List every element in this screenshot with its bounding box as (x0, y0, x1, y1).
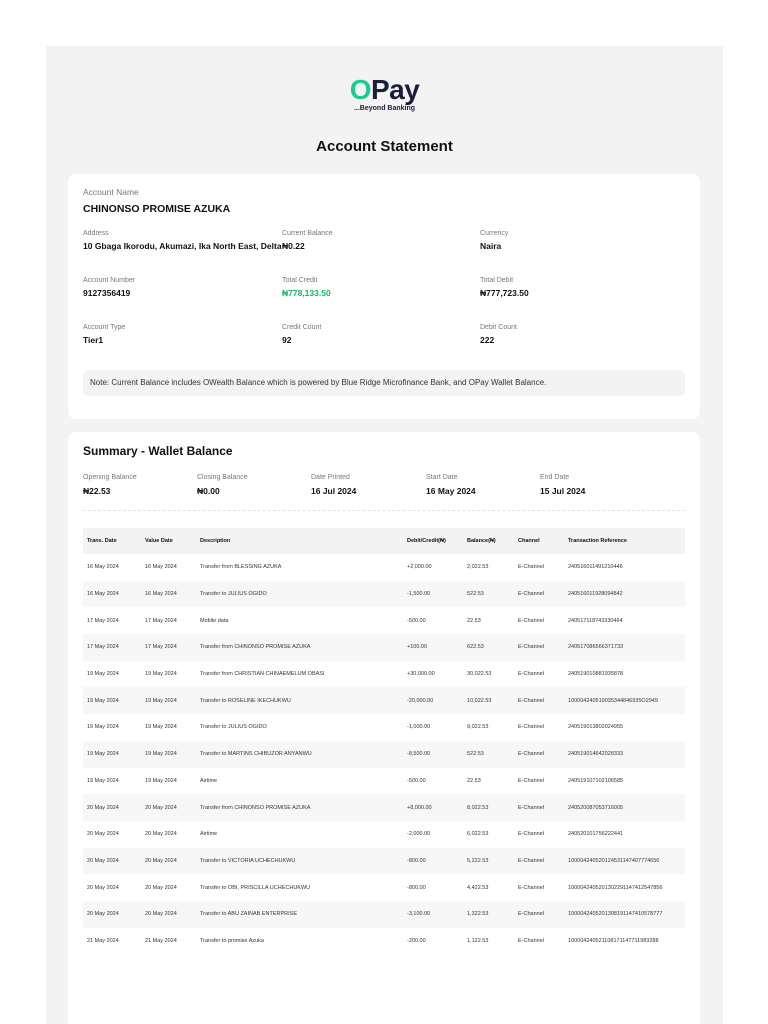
cell-amount: -20,000.00 (403, 687, 463, 714)
cell-trans-date: 19 May 2024 (87, 724, 119, 731)
cell-reference: 240519107102106585 (568, 777, 624, 784)
cell-reference: 240517118743330464 (568, 617, 623, 624)
cell-balance: 8,022.53 (463, 794, 514, 821)
cell-channel: E-Channel (514, 848, 564, 875)
col-reference: Transaction Reference (564, 528, 685, 554)
table-row (83, 928, 685, 955)
cell-trans-date: 20 May 2024 (87, 884, 119, 891)
total-credit-label: Total Credit (282, 277, 318, 284)
cell-balance: 30,022.53 (467, 671, 492, 678)
cell-value-date: 19 May 2024 (145, 671, 177, 678)
cell-balance: 22.53 (467, 617, 481, 624)
cell-balance: 2,022.53 (467, 564, 489, 571)
cell-value-date: 20 May 2024 (141, 848, 196, 875)
cell-reference: 240520087053716005 (564, 794, 685, 821)
current-balance-label: Current Balance (282, 230, 333, 237)
table-header-row (83, 528, 685, 554)
cell-channel: E-Channel (518, 671, 544, 678)
cell-channel: E-Channel (514, 634, 564, 661)
cell-trans-date: 19 May 2024 (87, 671, 119, 678)
cell-trans-date: 21 May 2024 (87, 937, 119, 944)
cell-channel: E-Channel (514, 794, 564, 821)
total-credit-value: ₦778,133.50 (282, 288, 331, 298)
cell-reference: 100004240521108171147711983288 (568, 937, 659, 944)
col-description: Description (196, 528, 403, 554)
cell-reference: 240519013802024955 (568, 724, 624, 731)
cell-description: Transfer to MARTINS CHIBUZOR ANYANWU (196, 741, 403, 768)
statement-page (46, 46, 723, 1024)
table-row (83, 901, 685, 928)
cell-trans-date: 19 May 2024 (87, 777, 119, 784)
table-row (83, 874, 685, 901)
end-date-value: 15 Jul 2024 (540, 486, 586, 496)
debit-count-label: Debit Count (480, 324, 517, 331)
cell-channel: E-Channel (518, 617, 544, 624)
cell-balance: 522.53 (463, 741, 514, 768)
cell-description: Transfer from CHINONSO PROMISE AZUKA (196, 634, 403, 661)
cell-value-date: 19 May 2024 (141, 687, 196, 714)
account-type-label: Account Type (83, 324, 126, 331)
credit-count-value: 92 (282, 335, 292, 345)
cell-balance: 6,022.53 (467, 831, 489, 838)
cell-amount: -500.00 (407, 777, 426, 784)
cell-value-date: 20 May 2024 (141, 901, 196, 928)
total-debit-value: ₦777,723.50 (480, 288, 529, 298)
cell-trans-date: 16 May 2024 (83, 581, 141, 608)
end-date-label: End Date (540, 474, 570, 481)
cell-channel: E-Channel (518, 831, 544, 838)
cell-amount: -8,500.00 (403, 741, 463, 768)
cell-balance: 9,022.53 (467, 724, 489, 731)
opening-balance-value: ₦22.53 (83, 486, 111, 496)
opay-logo: OPay (349, 74, 420, 105)
cell-description: Airtime (200, 777, 218, 784)
cell-reference: 240516011928094842 (564, 581, 685, 608)
account-number-label: Account Number (83, 277, 136, 284)
cell-description: Transfer to OBI, PRISCILLA UCHECHUKWU (200, 884, 311, 891)
cell-description: Transfer from BLESSING AZUKA (200, 564, 282, 571)
opening-balance-label: Opening Balance (83, 474, 137, 481)
cell-reference: 1000042405201308191147410578777 (564, 901, 685, 928)
cell-reference: 240519010881935878 (568, 671, 624, 678)
closing-balance-label: Closing Balance (197, 474, 248, 481)
cell-trans-date: 20 May 2024 (83, 794, 141, 821)
total-debit-label: Total Debit (480, 277, 514, 284)
cell-trans-date: 20 May 2024 (83, 901, 141, 928)
cell-trans-date: 19 May 2024 (83, 741, 141, 768)
cell-value-date: 20 May 2024 (145, 831, 177, 838)
cell-amount: -2,000.00 (407, 831, 431, 838)
cell-description: Transfer to JULIUS OGIDO (200, 724, 267, 731)
transactions-table (83, 528, 685, 954)
cell-reference: 240516011491210446 (568, 564, 623, 571)
cell-amount: +100.00 (403, 634, 463, 661)
summary-card (68, 432, 700, 1024)
cell-channel: E-Channel (518, 564, 544, 571)
date-printed-label: Date Printed (311, 474, 350, 481)
currency-value: Naira (480, 241, 502, 251)
table-row (83, 554, 685, 581)
cell-amount: -1,500.00 (403, 581, 463, 608)
cell-reference: 100004240519035344846935O2949 (564, 687, 685, 714)
cell-channel: E-Channel (518, 777, 544, 784)
balance-note: Note: Current Balance includes OWealth Balance which is powered by Blue Ridge Microfinance Bank, and OPay Wallet Balance. (83, 370, 685, 396)
page-title: Account Statement (316, 138, 453, 155)
cell-balance: 4,422.53 (467, 884, 489, 891)
cell-balance: 1,122.53 (467, 937, 489, 944)
cell-amount: -1,000.00 (407, 724, 431, 731)
cell-value-date: 19 May 2024 (145, 724, 177, 731)
cell-amount: +30,000.00 (407, 671, 435, 678)
debit-count-value: 222 (480, 335, 495, 345)
cell-trans-date: 17 May 2024 (87, 617, 119, 624)
table-row (83, 634, 685, 661)
cell-value-date: 20 May 2024 (145, 884, 177, 891)
account-number-value: 9127356419 (83, 288, 131, 298)
current-balance-value: ₦0.22 (282, 241, 305, 251)
cell-amount: +2,000.00 (407, 564, 432, 571)
account-name-label: Account Name (83, 187, 139, 197)
cell-description: Airtime (200, 831, 218, 838)
cell-channel: E-Channel (514, 581, 564, 608)
cell-channel: E-Channel (514, 741, 564, 768)
table-row (83, 741, 685, 768)
account-type-value: Tier1 (83, 335, 104, 345)
col-value-date: Value Date (141, 528, 196, 554)
cell-value-date: 16 May 2024 (141, 581, 196, 608)
col-channel: Channel (514, 528, 564, 554)
cell-amount: +8,000.00 (403, 794, 463, 821)
cell-balance: 22.53 (467, 777, 481, 784)
cell-value-date: 20 May 2024 (141, 794, 196, 821)
cell-channel: E-Channel (514, 687, 564, 714)
table-row (83, 848, 685, 875)
col-trans-date: Trans. Date (83, 528, 141, 554)
cell-value-date: 19 May 2024 (141, 741, 196, 768)
cell-value-date: 17 May 2024 (141, 634, 196, 661)
cell-channel: E-Channel (518, 884, 544, 891)
cell-amount: -3,100.00 (403, 901, 463, 928)
date-printed-value: 16 Jul 2024 (311, 486, 357, 496)
closing-balance-value: ₦0.00 (197, 486, 220, 496)
col-debit-credit: Debit/Credit(₦) (403, 528, 463, 554)
currency-label: Currency (480, 230, 509, 237)
cell-description: Transfer from CHRISTIAN CHINAEMELUM OBASI (200, 671, 325, 678)
cell-balance: 622.53 (463, 634, 514, 661)
cell-trans-date: 20 May 2024 (87, 831, 119, 838)
cell-description: Transfer to JULIUS OGIDO (196, 581, 403, 608)
cell-value-date: 17 May 2024 (145, 617, 177, 624)
cell-channel: E-Channel (518, 724, 544, 731)
table-row (83, 607, 685, 634)
credit-count-label: Credit Count (282, 324, 322, 331)
col-balance: Balance(₦) (463, 528, 514, 554)
cell-trans-date: 19 May 2024 (83, 687, 141, 714)
cell-reference: 240520101756222441 (568, 831, 624, 838)
cell-reference: 240519014642028333 (564, 741, 685, 768)
cell-amount: -800.00 (407, 884, 426, 891)
cell-value-date: 19 May 2024 (145, 777, 177, 784)
account-name: CHINONSO PROMISE AZUKA (83, 203, 231, 215)
start-date-label: Start Date (426, 474, 458, 481)
summary-title: Summary - Wallet Balance (83, 444, 233, 458)
cell-description: Transfer from CHINONSO PROMISE AZUKA (196, 794, 403, 821)
table-row (83, 768, 685, 795)
cell-description: Transfer to promise Azuka (200, 937, 264, 944)
table-row (83, 714, 685, 741)
cell-description: Transfer to ROSELINE IKECHUKWU (196, 687, 403, 714)
cell-trans-date: 20 May 2024 (83, 848, 141, 875)
address-value: 10 Gbaga Ikorodu, Akumazi, Ika North East, Delta (83, 241, 282, 251)
table-row (83, 821, 685, 848)
cell-balance: 5,222.53 (463, 848, 514, 875)
table-row (83, 661, 685, 688)
table-row (83, 794, 685, 821)
cell-balance: 1,322.53 (463, 901, 514, 928)
cell-trans-date: 16 May 2024 (87, 564, 119, 571)
cell-balance: 10,022.53 (463, 687, 514, 714)
cell-description: Transfer to ABU ZAINAB ENTERPRISE (196, 901, 403, 928)
account-info-card (68, 174, 700, 419)
cell-reference: 1000042405201302291147412547856 (568, 884, 663, 891)
cell-amount: -500.00 (407, 617, 426, 624)
brand-logo (46, 76, 723, 112)
cell-description: Mobile data (200, 617, 229, 624)
cell-channel: E-Channel (518, 937, 544, 944)
cell-amount: -800.00 (403, 848, 463, 875)
cell-balance: 522.53 (463, 581, 514, 608)
brand-tagline: ...Beyond Banking (353, 105, 416, 112)
table-row (83, 581, 685, 608)
cell-value-date: 16 May 2024 (145, 564, 177, 571)
cell-value-date: 21 May 2024 (145, 937, 177, 944)
cell-amount: -200.00 (407, 937, 426, 944)
table-row (83, 687, 685, 714)
cell-reference: 240517086566371733 (564, 634, 685, 661)
summary-divider (83, 510, 685, 511)
cell-trans-date: 17 May 2024 (83, 634, 141, 661)
address-label: Address (83, 230, 109, 237)
cell-description: Transfer to VICTORIA UCHECHUKWU (196, 848, 403, 875)
cell-channel: E-Channel (514, 901, 564, 928)
cell-reference: 100004240520124531147407774656 (564, 848, 685, 875)
start-date-value: 16 May 2024 (426, 486, 476, 496)
